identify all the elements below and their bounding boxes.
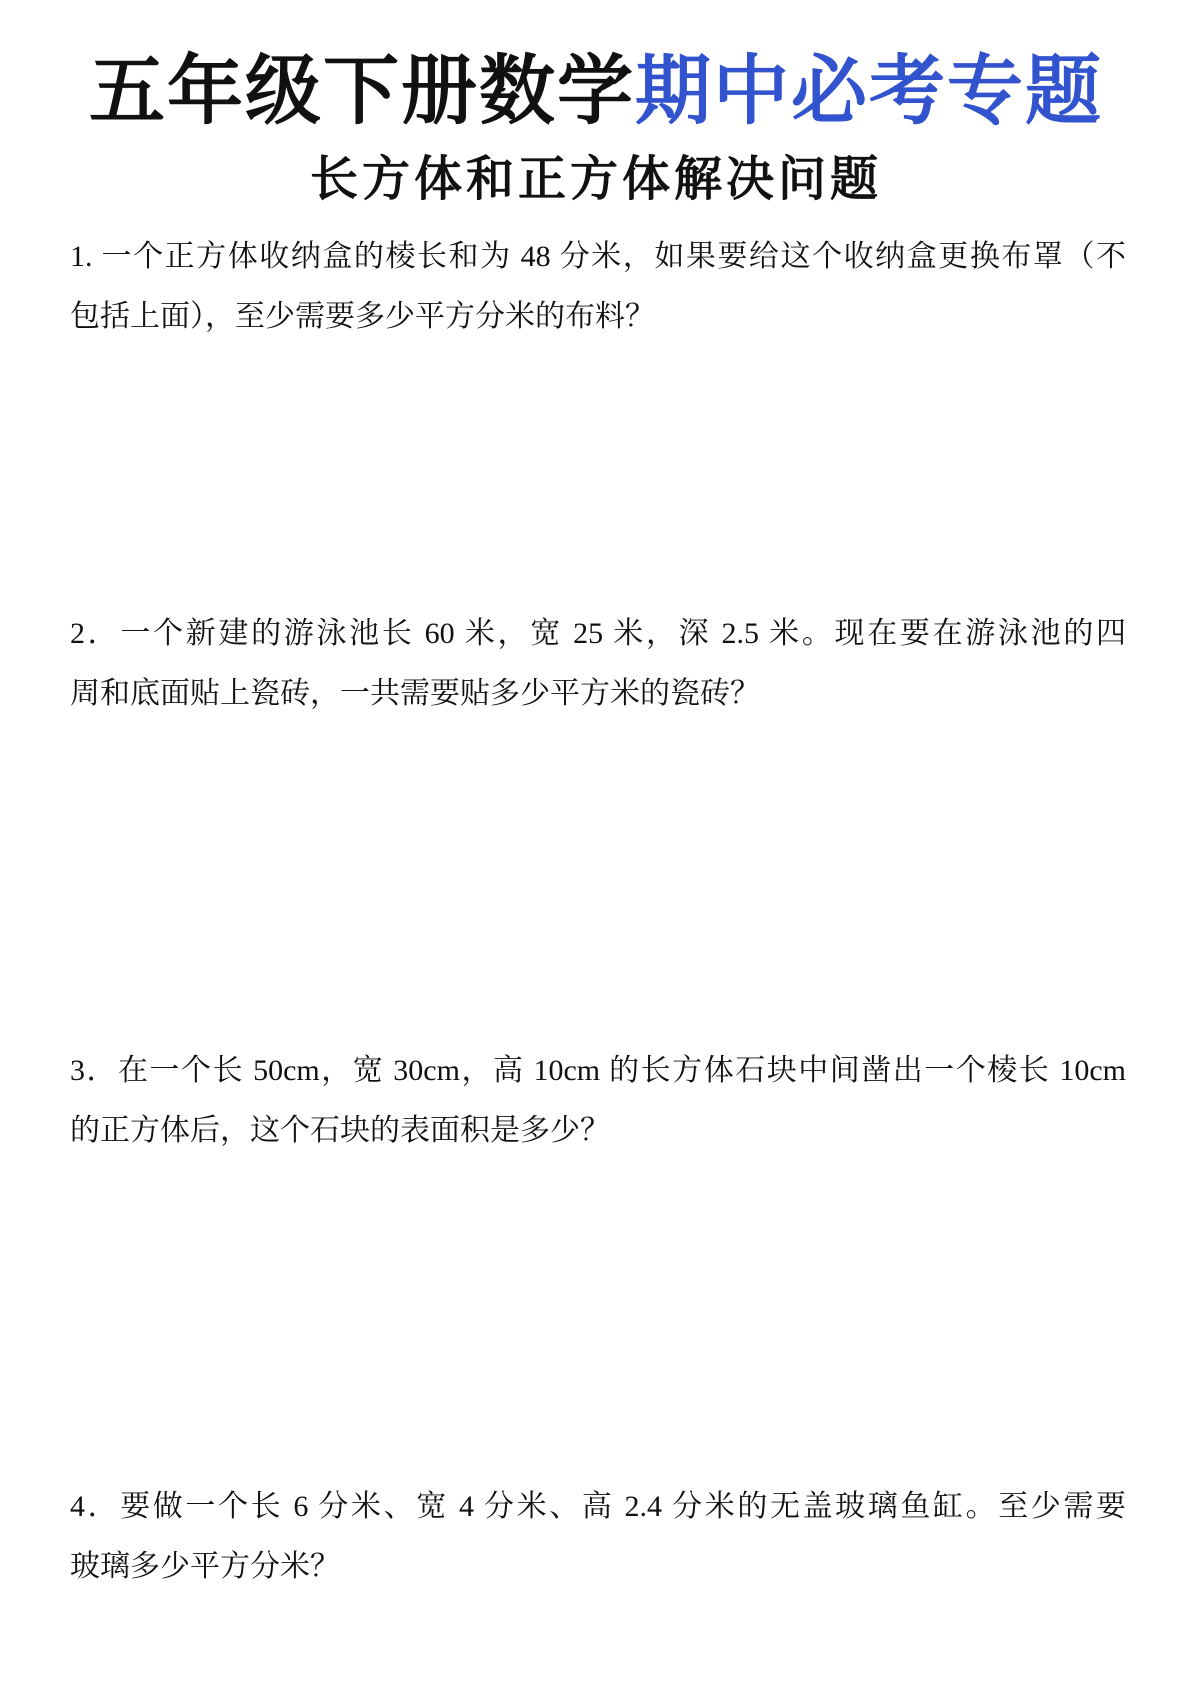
page-title-blue-part: 期中必考专题 xyxy=(635,50,1103,134)
problem-2-line-1: 2．一个新建的游泳池长 60 米，宽 25 米，深 2.5 米。现在要在游泳池的四 xyxy=(70,617,1126,650)
problem-3-line-2: 的正方体后，这个石块的表面积是多少？ xyxy=(70,1114,610,1147)
problem-4-line-2: 玻璃多少平方分米？ xyxy=(70,1550,340,1583)
problem-1-line-1: 1. 一个正方体收纳盒的棱长和为 48 分米，如果要给这个收纳盒更换布罩（不 xyxy=(70,240,1126,273)
problem-2 xyxy=(70,604,1126,724)
subtitle: 长方体和正方体解决问题 xyxy=(309,153,882,206)
page-title xyxy=(66,42,1126,142)
problem-4 xyxy=(70,1477,1126,1597)
page-title-black-part: 五年级下册数学 xyxy=(89,50,635,134)
problem-3-line-1: 3．在一个长 50cm，宽 30cm，高 10cm 的长方体石块中间凿出一个棱长 10cm xyxy=(70,1054,1126,1087)
problem-3 xyxy=(70,1041,1126,1161)
problem-1-line-2: 包括上面），至少需要多少平方分米的布料？ xyxy=(70,300,655,333)
problem-1 xyxy=(70,227,1126,347)
problem-4-line-1: 4．要做一个长 6 分米、宽 4 分米、高 2.4 分米的无盖玻璃鱼缸。至少需要 xyxy=(70,1490,1126,1523)
problem-2-line-2: 周和底面贴上瓷砖，一共需要贴多少平方米的瓷砖？ xyxy=(70,677,760,710)
